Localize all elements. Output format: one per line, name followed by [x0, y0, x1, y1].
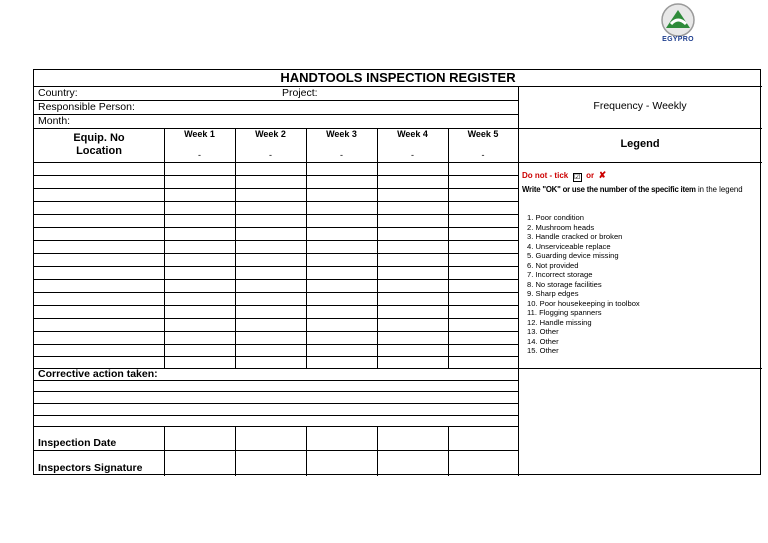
legend-item: 6. Not provided — [527, 260, 579, 270]
legend-item: 8. No storage facilities — [527, 279, 602, 289]
table-row — [34, 344, 518, 345]
table-row — [34, 253, 518, 254]
week-1-header: Week 1 — [184, 129, 215, 139]
inspection-date-week-2[interactable] — [236, 427, 306, 450]
week-4-header: Week 4 — [397, 129, 428, 139]
legend-item: 4. Unserviceable replace — [527, 241, 611, 251]
legend-item: 14. Other — [527, 336, 559, 346]
project-label: Project: — [282, 87, 318, 99]
inspection-register-sheet — [33, 69, 761, 475]
legend-item: 7. Incorrect storage — [527, 270, 593, 279]
register-title: HANDTOOLS INSPECTION REGISTER — [280, 70, 516, 85]
table-row — [34, 266, 518, 267]
legend-list — [527, 213, 640, 356]
week-1-value: - — [198, 150, 201, 160]
cross-icon: ✘ — [598, 170, 607, 180]
location-label: Location — [76, 145, 122, 157]
legend-item: 3. Handle cracked or broken — [527, 232, 623, 241]
do-not-tick-text: Do not - tick — [522, 171, 569, 180]
table-row — [34, 356, 518, 357]
legend-item: 1. Poor condition — [527, 213, 584, 222]
inspection-date-label: Inspection Date — [38, 437, 117, 449]
table-row — [34, 175, 518, 176]
checkbox-icon: ☑ — [574, 174, 581, 181]
table-row — [34, 227, 518, 228]
month-label: Month: — [38, 115, 71, 127]
legend-item: 5. Guarding device missing — [527, 251, 619, 260]
legend-item: 15. Other — [527, 346, 559, 355]
week-5-header: Week 5 — [467, 129, 499, 139]
legend-item: 11. Flogging spanners — [527, 308, 602, 317]
table-row — [34, 240, 518, 241]
table-row — [34, 188, 518, 189]
week-4-value: - — [411, 150, 414, 160]
corrective-action-label: Corrective action taken: — [38, 368, 158, 380]
legend-header: Legend — [620, 138, 660, 150]
equip-no-label: Equip. No — [73, 132, 125, 144]
write-ok-rest: in the legend — [695, 185, 743, 194]
responsible-person-label: Responsible Person: — [38, 101, 135, 113]
table-row — [34, 305, 518, 306]
write-ok-bold: Write "OK" or use the number of the specific item — [522, 185, 696, 194]
signature-week-1[interactable] — [165, 451, 235, 475]
inspection-date-week-3[interactable] — [307, 427, 377, 450]
legend-item: 2. Mushroom heads — [527, 222, 595, 232]
legend-item: 10. Poor housekeeping in toolbox — [527, 298, 640, 308]
inspection-date-week-1[interactable] — [165, 427, 235, 450]
legend-item: 9. Sharp edges — [527, 289, 579, 298]
table-row — [34, 292, 518, 293]
corrective-line — [34, 415, 518, 416]
signature-week-2[interactable] — [236, 451, 306, 475]
signature-week-4[interactable] — [378, 451, 448, 475]
corrective-line — [34, 391, 518, 392]
week-2-header: Week 2 — [255, 129, 286, 139]
table-row — [34, 201, 518, 202]
inspectors-signature-label: Inspectors Signature — [38, 462, 143, 474]
corrective-line — [34, 380, 518, 381]
week-5-value: - — [481, 150, 485, 160]
do-not-tick-note — [522, 165, 606, 183]
inspection-date-week-5[interactable] — [449, 427, 518, 450]
or-text: or — [586, 171, 595, 180]
country-label: Country: — [38, 87, 78, 99]
week-3-value: - — [340, 150, 343, 160]
equip-no-header — [34, 132, 164, 158]
table-row — [34, 214, 518, 215]
frequency-label: Frequency - Weekly — [593, 100, 687, 112]
signature-week-5[interactable] — [449, 451, 518, 475]
signature-week-3[interactable] — [307, 451, 377, 475]
corrective-line — [34, 403, 518, 404]
legend-item: 12. Handle missing — [527, 317, 592, 327]
table-row — [34, 331, 518, 332]
week-3-header: Week 3 — [326, 129, 357, 139]
logo-text: EGYPRO — [662, 36, 694, 43]
table-row — [34, 279, 518, 280]
inspection-date-week-4[interactable] — [378, 427, 448, 450]
table-row — [34, 318, 518, 319]
week-2-value: - — [269, 150, 272, 160]
write-ok-note — [522, 185, 758, 195]
legend-item: 13. Other — [527, 327, 559, 336]
